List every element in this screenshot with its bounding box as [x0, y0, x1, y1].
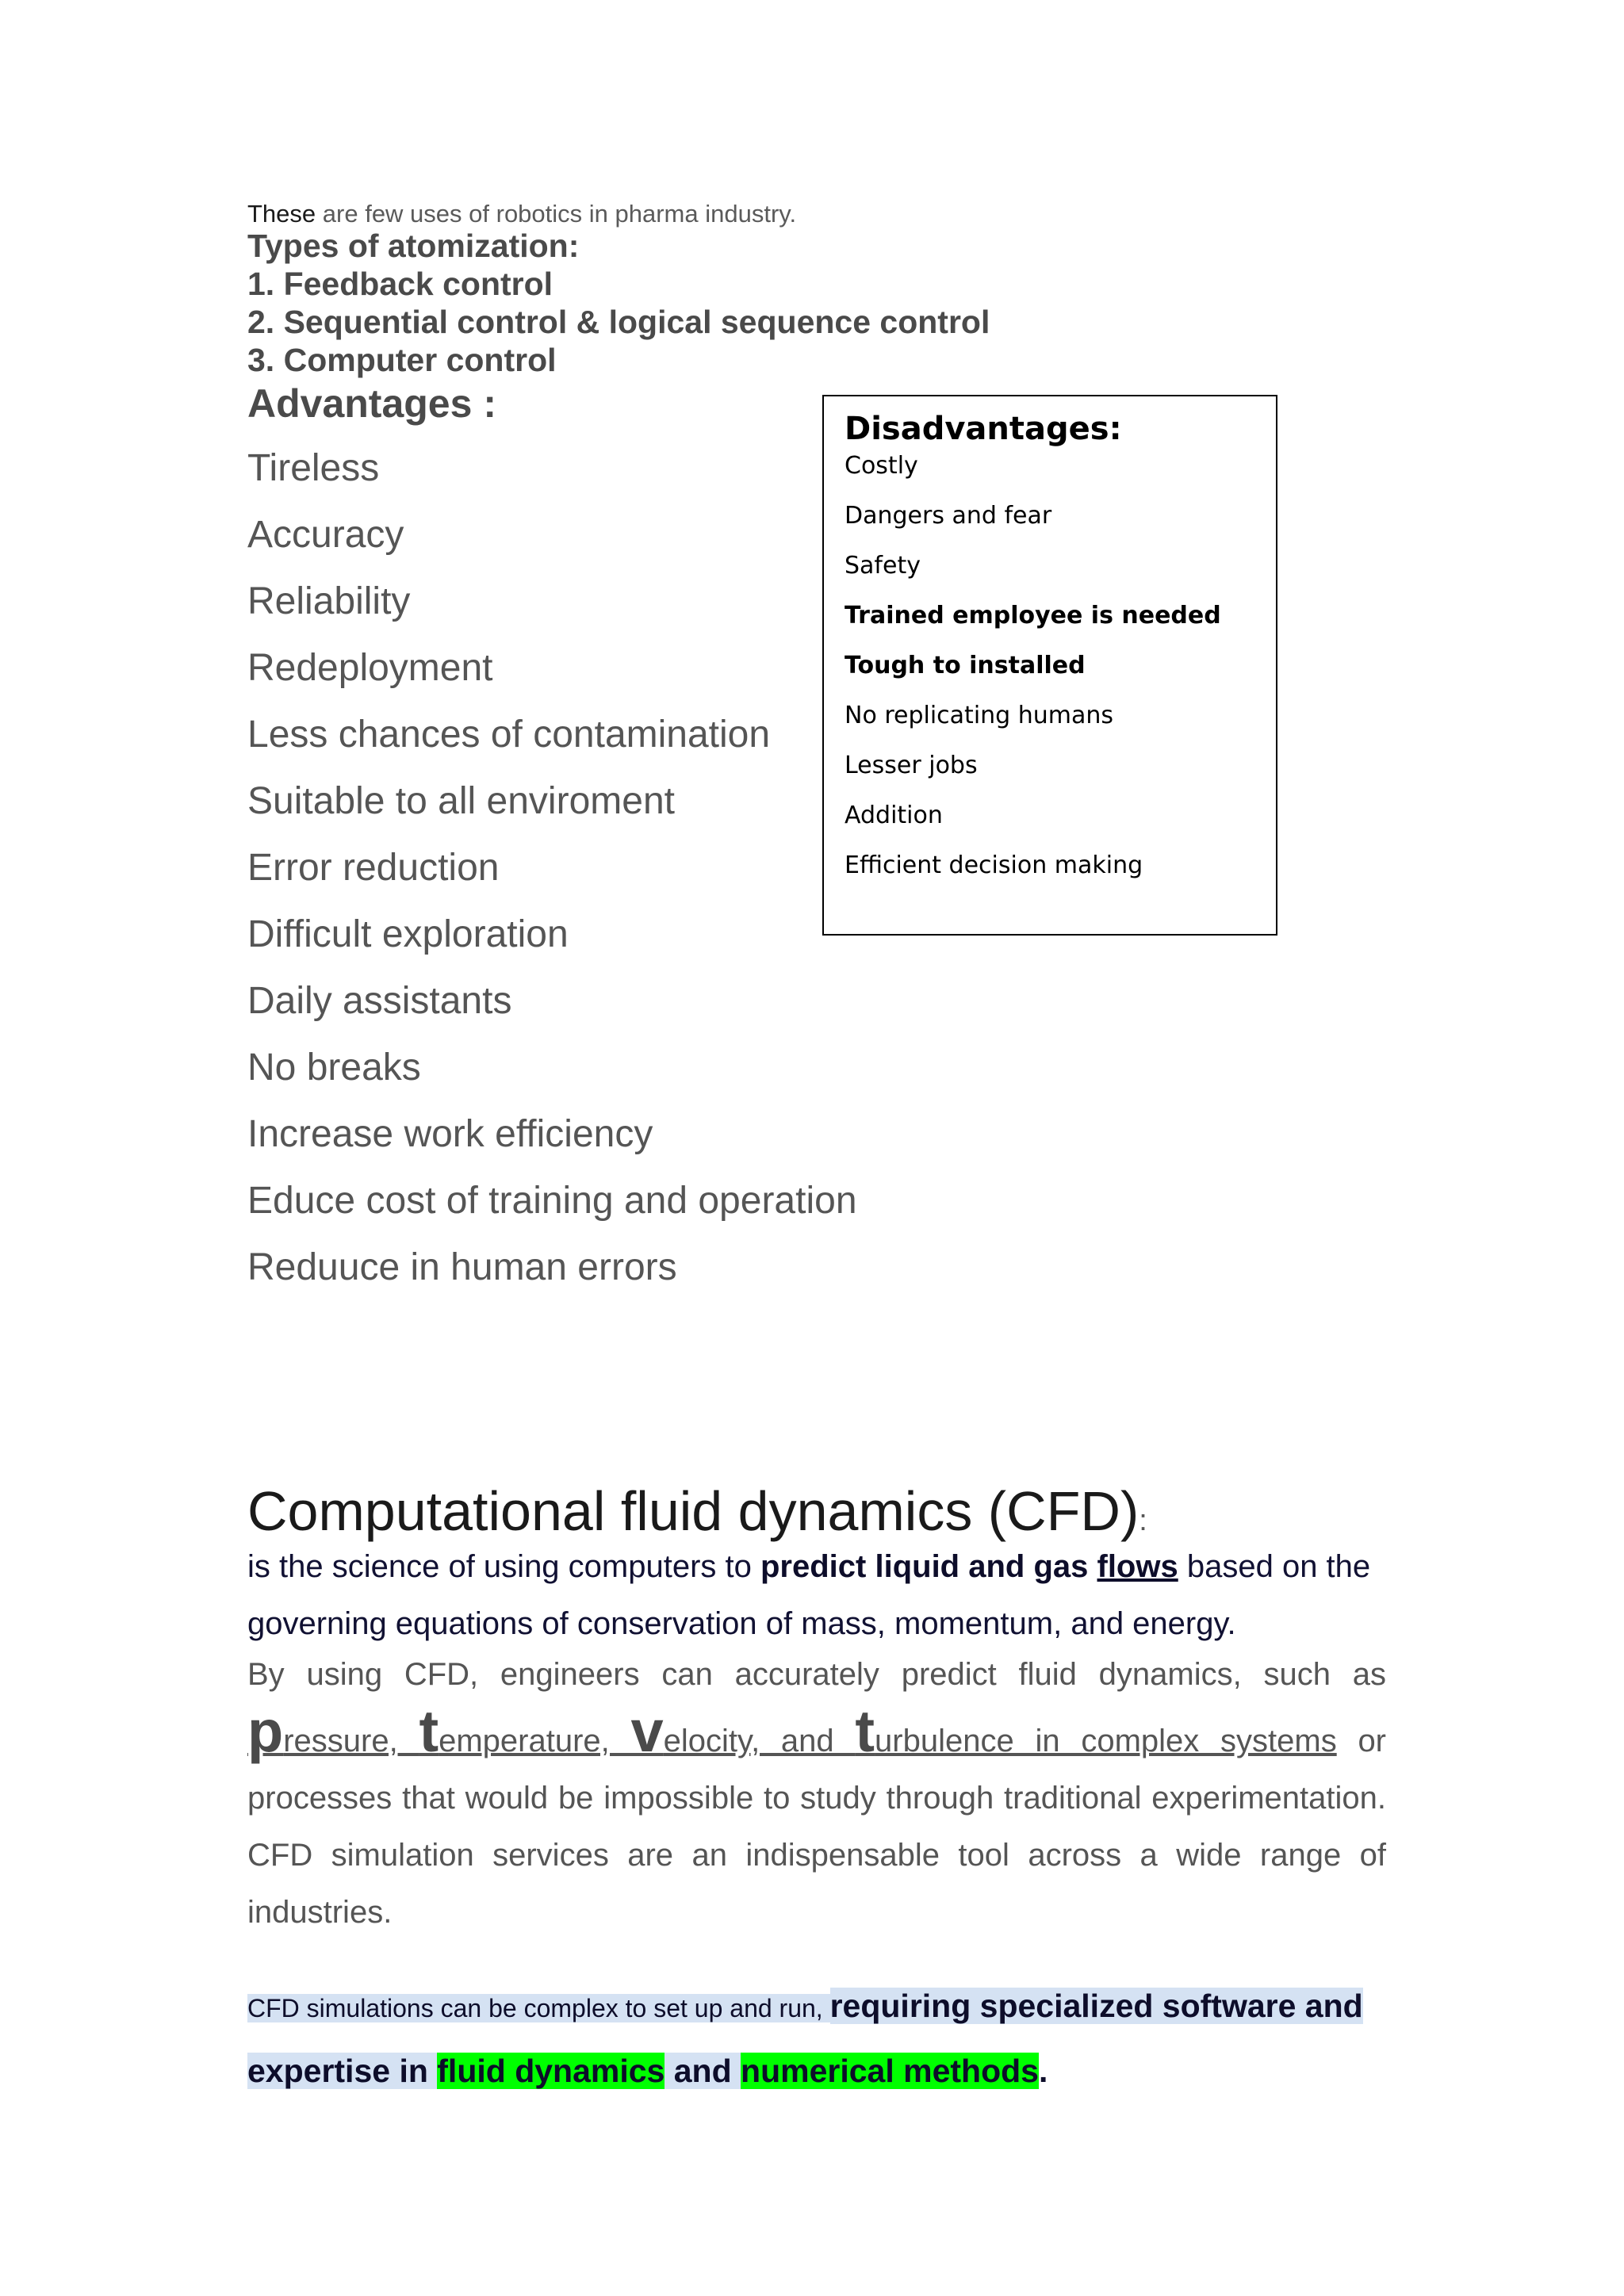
hl-and: and	[665, 2053, 741, 2089]
cfd-def-flows: flows	[1097, 1549, 1178, 1584]
cfd-heading	[247, 1479, 1147, 1543]
cfd-heading-colon: :	[1139, 1504, 1147, 1537]
advantages-list	[247, 441, 857, 1307]
disadvantage-item: Lesser jobs	[845, 752, 978, 779]
advantage-item: Educe cost of training and operation	[247, 1180, 857, 1222]
intro-first-word: These	[247, 200, 316, 228]
drop-letter-t: t	[419, 1698, 439, 1764]
intro-rest: are few uses of robotics in pharma industry.	[316, 200, 797, 228]
types-item-2: 2. Sequential control & logical sequence control	[247, 304, 990, 340]
cfd-highlighted-sentence	[247, 1977, 1386, 2107]
advantage-item: Accuracy	[247, 514, 404, 556]
advantage-item: Reliability	[247, 580, 411, 622]
cfd-underlined-terms	[247, 1698, 1337, 1764]
disadvantage-item: Trained employee is needed	[845, 602, 1221, 629]
advantage-item: Daily assistants	[247, 980, 512, 1022]
disadvantages-title: Disadvantages:	[845, 411, 1122, 447]
types-item-1: 1. Feedback control	[247, 266, 553, 302]
cfd-def-bold: predict liquid and gas	[760, 1549, 1097, 1584]
types-item-3: 3. Computer control	[247, 342, 557, 378]
drop-letter-p: p	[247, 1698, 284, 1764]
advantage-item: Difficult exploration	[247, 913, 569, 955]
advantages-title: Advantages :	[247, 381, 496, 426]
term-pressure: ressure,	[283, 1724, 419, 1758]
cfd-def-part-2: based on the governing equations of conservation of mass, momentum, and energy.	[247, 1549, 1371, 1641]
advantage-item: Less chances of contamination	[247, 714, 771, 756]
advantage-item: Reduuce in human errors	[247, 1246, 677, 1288]
cfd-paragraph	[247, 1646, 1386, 1941]
drop-letter-v: v	[630, 1698, 664, 1764]
hl-bold-text: requiring specialized software and expertise in	[247, 1988, 1363, 2089]
cfd-def-part-1: is the science of using computers to	[247, 1549, 760, 1584]
disadvantage-item: No replicating humans	[845, 702, 1114, 729]
cfd-para-2: or processes that would be impossible to study through traditional experimentation. CFD simulation services are an indispensable tool across a wide range of industries.	[247, 1724, 1387, 1930]
cfd-definition	[247, 1538, 1386, 1652]
disadvantage-item: Efficient decision making	[845, 851, 1143, 879]
term-velocity: elocity, and	[663, 1724, 856, 1758]
disadvantage-item: Safety	[845, 552, 921, 580]
advantage-item: Suitable to all enviroment	[247, 780, 675, 822]
advantage-item: Increase work efficiency	[247, 1113, 653, 1155]
disadvantage-item: Tough to installed	[845, 652, 1086, 679]
types-heading: Types of atomization:	[247, 228, 580, 264]
disadvantages-box	[822, 395, 1277, 936]
cfd-para-1: By using CFD, engineers can accurately predict fluid dynamics, such as	[247, 1657, 1386, 1692]
term-temperature: emperature,	[439, 1724, 631, 1758]
advantage-item: Tireless	[247, 447, 380, 489]
hl-period: .	[1038, 2053, 1048, 2089]
term-turbulence: urbulence in complex systems	[875, 1724, 1337, 1758]
advantage-item: No breaks	[247, 1047, 421, 1089]
cfd-heading-text: Computational fluid dynamics (CFD)	[247, 1480, 1139, 1542]
hl-fluid-dynamics: fluid dynamics	[437, 2053, 665, 2089]
disadvantage-item: Dangers and fear	[845, 502, 1052, 530]
hl-numerical-methods: numerical methods	[741, 2053, 1039, 2089]
types-section	[247, 227, 990, 379]
hl-small-text: CFD simulations can be complex to set up and run,	[247, 1994, 830, 2022]
drop-letter-t2: t	[855, 1698, 875, 1764]
advantage-item: Error reduction	[247, 847, 500, 889]
intro-line	[247, 200, 796, 228]
disadvantage-item: Addition	[845, 802, 943, 829]
disadvantages-list	[845, 450, 1255, 900]
disadvantage-item: Costly	[845, 452, 918, 480]
advantage-item: Redeployment	[247, 647, 493, 689]
